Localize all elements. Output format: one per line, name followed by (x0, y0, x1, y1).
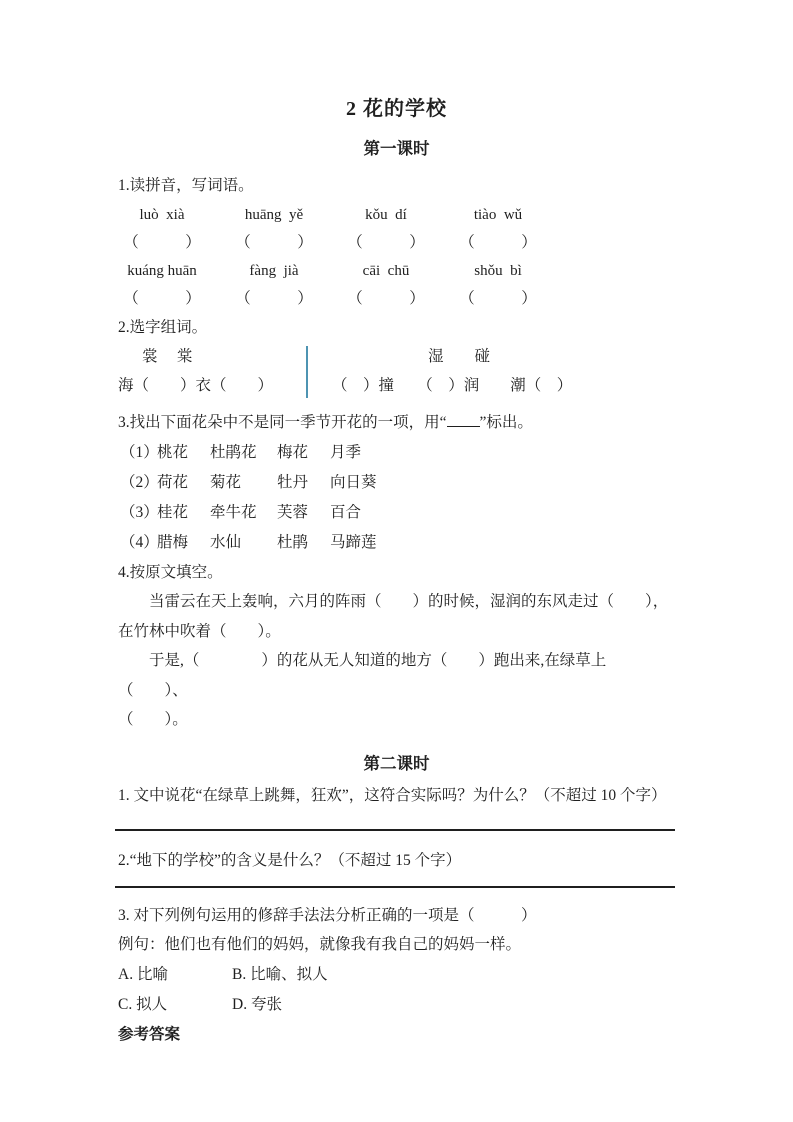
pinyin-word: tiào wǔ (473, 207, 523, 223)
flower-item: 腊梅 (157, 534, 189, 551)
flower-row-num: （4） (120, 534, 159, 551)
q2-character-row (118, 342, 675, 371)
flower-item: 桃花 (157, 444, 189, 461)
flower-row-num: （2） (120, 474, 159, 491)
flower-item: 荷花 (157, 474, 189, 491)
pinyin-word: fàng jià (249, 263, 299, 279)
part2-q1: 1. 文中说花“在绿草上跳舞，狂欢”，这符合实际吗？为什么？（不超过 10 个字） (118, 786, 667, 804)
answer-blank: （ ） (459, 290, 537, 307)
flower-row-num: （3） (120, 504, 159, 521)
option-d: D. 夸张 (232, 995, 282, 1013)
flower-item: 杜鹃花 (210, 444, 257, 461)
q4-label: 4.按原文填空。 (118, 564, 223, 581)
flower-row (120, 498, 675, 528)
q4-line: 当雷云在天上轰响，六月的阵雨（ ）的时候，湿润的东风走过（ ）， (149, 593, 669, 610)
flower-row (120, 468, 675, 498)
flower-row-num: （1） (120, 444, 159, 461)
answer-blank: （ ） (235, 234, 313, 251)
fill-blank-underline (447, 412, 480, 427)
doc-title: 2 花的学校 (346, 98, 447, 120)
answer-blank: （ ） (347, 290, 425, 307)
q2-right-blanks: （ ）撞 （ ）润 潮（ ） (332, 377, 573, 394)
part2-q2: 2.“地下的学校”的含义是什么？（不超过 15 个字） (118, 851, 462, 869)
flower-item: 桂花 (157, 504, 189, 521)
part1-heading: 第一课时 (363, 139, 430, 158)
flower-item: 百合 (330, 504, 362, 521)
answer-blank: （ ） (123, 234, 201, 251)
answer-blank: （ ） (347, 234, 425, 251)
q3-example-sentence: 例句：他们也有他们的妈妈，就像我有我自己的妈妈一样。 (118, 935, 522, 953)
flower-item: 水仙 (210, 534, 242, 551)
answer-blank: （ ） (123, 290, 201, 307)
pinyin-word: shǒu bì (474, 263, 522, 279)
flower-item: 月季 (330, 444, 362, 461)
pinyin-grid (106, 201, 675, 313)
worksheet-content (118, 0, 675, 1050)
q1-label: 1.读拼音，写词语。 (118, 177, 254, 194)
flower-item: 牡丹 (277, 474, 309, 491)
flower-item: 梅花 (277, 444, 309, 461)
flower-row (120, 438, 675, 468)
char-pair-left: 裳 棠 (142, 348, 193, 365)
answer-blank: （ ） (235, 290, 313, 307)
q2-left-blanks: 海（ ）衣（ ） (118, 377, 274, 394)
flower-item: 向日葵 (330, 474, 377, 491)
q3-label-post: ”标出。 (479, 414, 533, 431)
pinyin-word: kuáng huān (127, 263, 197, 279)
pinyin-word: huāng yě (244, 207, 304, 223)
reference-answers-heading: 参考答案 (118, 1025, 181, 1043)
answer-rule-1 (115, 829, 675, 831)
pinyin-column (330, 201, 442, 313)
part2-heading: 第二课时 (363, 753, 430, 773)
flower-row (120, 528, 675, 558)
pinyin-word: cāi chū (362, 263, 410, 279)
answer-blank: （ ） (459, 234, 537, 251)
q3-label (118, 408, 675, 438)
pinyin-word: luò xià (139, 207, 185, 223)
pinyin-word: kǒu dí (365, 207, 407, 223)
pinyin-column (218, 201, 330, 313)
flower-item: 牵牛花 (210, 504, 257, 521)
flower-item: 菊花 (210, 474, 242, 491)
flower-item: 马蹄莲 (330, 534, 377, 551)
char-pair-right: 湿 碰 (428, 348, 491, 365)
flower-item: 杜鹃 (277, 534, 309, 551)
q4-line: （ ）。 (118, 711, 188, 728)
q4-line: 在竹林中吹着（ ）。 (118, 622, 281, 640)
q2-label: 2.选字组词。 (118, 319, 208, 336)
answer-rule-2 (115, 886, 675, 888)
option-c: C. 拟人 (118, 995, 168, 1013)
part2-q3-label: 3. 对下列例句运用的修辞手法法分析正确的一项是（ ） (118, 906, 537, 924)
q4-line: 于是,（ ）的花从无人知道的地方（ ）跑出来,在绿草上（ ）、 (118, 652, 607, 699)
pinyin-column (106, 201, 218, 313)
flower-item: 芙蓉 (277, 504, 309, 521)
q3-label-pre: 3.找出下面花朵中不是同一季节开花的一项，用“ (118, 414, 447, 431)
q2-block (118, 342, 675, 400)
q2-fill-row (118, 371, 675, 400)
pinyin-column (442, 201, 554, 313)
option-a: A. 比喻 (118, 965, 168, 983)
option-b: B. 比喻、拟人 (232, 965, 328, 983)
choice-options (118, 960, 675, 1020)
